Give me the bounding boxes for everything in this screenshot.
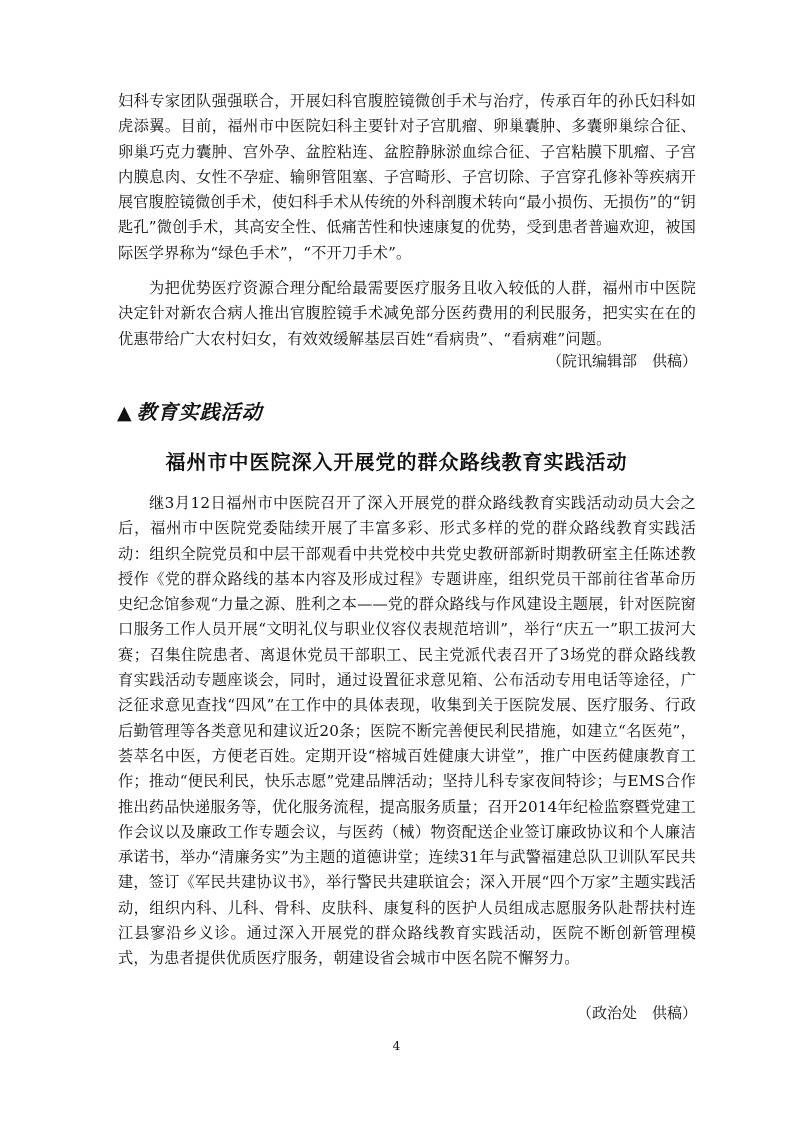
paragraph-education-activities: 继3月12日福州市中医院召开了深入开展党的群众路线教育实践活动动员大会之后，福州市中医院党委陆续开展了丰富多彩、形式多样的党的群众路线教育实践活动：组织全院党员和中层干部观看中共党校中共党史教研部新时期教研室主任陈述教授作《党的群众路线的基本内容及形成过程》专题讲座，组织党员干部前往省革命历史纪念馆参观“力量之源、胜利之本——党的群众路线与作风建设主题展，针对医院窗口服务工作人员开展“文明礼仪与职业仪容仪表规范培训”，举行“庆五一”职工拔河大赛；召集住院患者、离退休党员干部职工、民主党派代表召开了3场党的群众路线教育实践活动专题座谈会，同时，通过设置征求意见箱、公布活动专用电话等途径，广泛征求意见查找“四风”在工作中的具体表现，收集到关于医院发展、医疗服务、行政后勤管理等各类意见和建议近20条；医院不断完善便民利民措施，如建立“名医苑”，荟萃名中医，方便老百姓。定期开设“榕城百姓健康大讲堂”，推广中医药健康教育工作；推动“便民利民，快乐志愿”党建品牌活动；坚持儿科专家夜间特诊；与EMS合作推出药品快递服务等，优化服务流程，提高服务质量；召开2014年纪检监察暨党建工作会议以及廉政工作专题会议，与医药（械）物资配送企业签订廉政协议和个人廉洁承诺书，举办“清廉务实”为主题的道德讲堂；连续31年与武警福建总队卫训队军民共建，签订《军民共建协议书》，举行警民共建联谊会；深入开展“四个万家”主题实践活动，组织内科、儿科、骨科、皮肤科、康复科的医护人员组成志愿服务队赴帮扶村连江县寥沿乡义诊。通过深入开展党的群众路线教育实践活动，医院不断创新管理模式，为患者提供优质医疗服务，朝建设省会城市中医名院不懈努力。: [118, 494, 697, 968]
section-heading: [117, 396, 263, 425]
paragraph-gynecology: 妇科专家团队强强联合，开展妇科官腹腔镜微创手术与治疗，传承百年的孙氏妇科如虎添翼。目前，福州市中医院妇科主要针对子宫肌瘤、卵巢囊肿、多囊卵巢综合征、卵巢巧克力囊肿、宫外孕、盆腔粘连、盆腔静脉淤血综合征、子宫粘膜下肌瘤、子宫内膜息肉、女性不孕症、输卵管阻塞、子宫畸形、子宫切除、子宫穿孔修补等疾病开展官腹腔镜微创手术，使妇科手术从传统的外科剖腹术转向“最小损伤、无损伤”的“钥匙孔”微创手术，其高安全性、低痛苦性和快速康复的优势，受到患者普遍欢迎，被国际医学界称为“绿色手术”，“不开刀手术”。: [118, 92, 696, 262]
page-number: 4: [392, 1039, 401, 1053]
triangle-marker-icon: ▲: [117, 402, 133, 424]
article-title: 福州市中医院深入开展党的群众路线教育实践活动: [165, 450, 628, 474]
credit-line-2: （政治处 供稿）: [576, 1004, 697, 1022]
section-heading-text: 教育实践活动: [136, 400, 263, 424]
paragraph-rural-benefit: 为把优势医疗资源合理分配给最需要医疗服务且收入较低的人群，福州市中医院决定针对新农合病人推出官腹腔镜手术减免部分医药费用的利民服务，把实实在在的优惠带给广大农村妇女，有效效缓解基层百姓“看病贵”、“看病难”问题。: [118, 279, 696, 348]
credit-line-1: （院讯编辑部 供稿）: [546, 352, 697, 370]
